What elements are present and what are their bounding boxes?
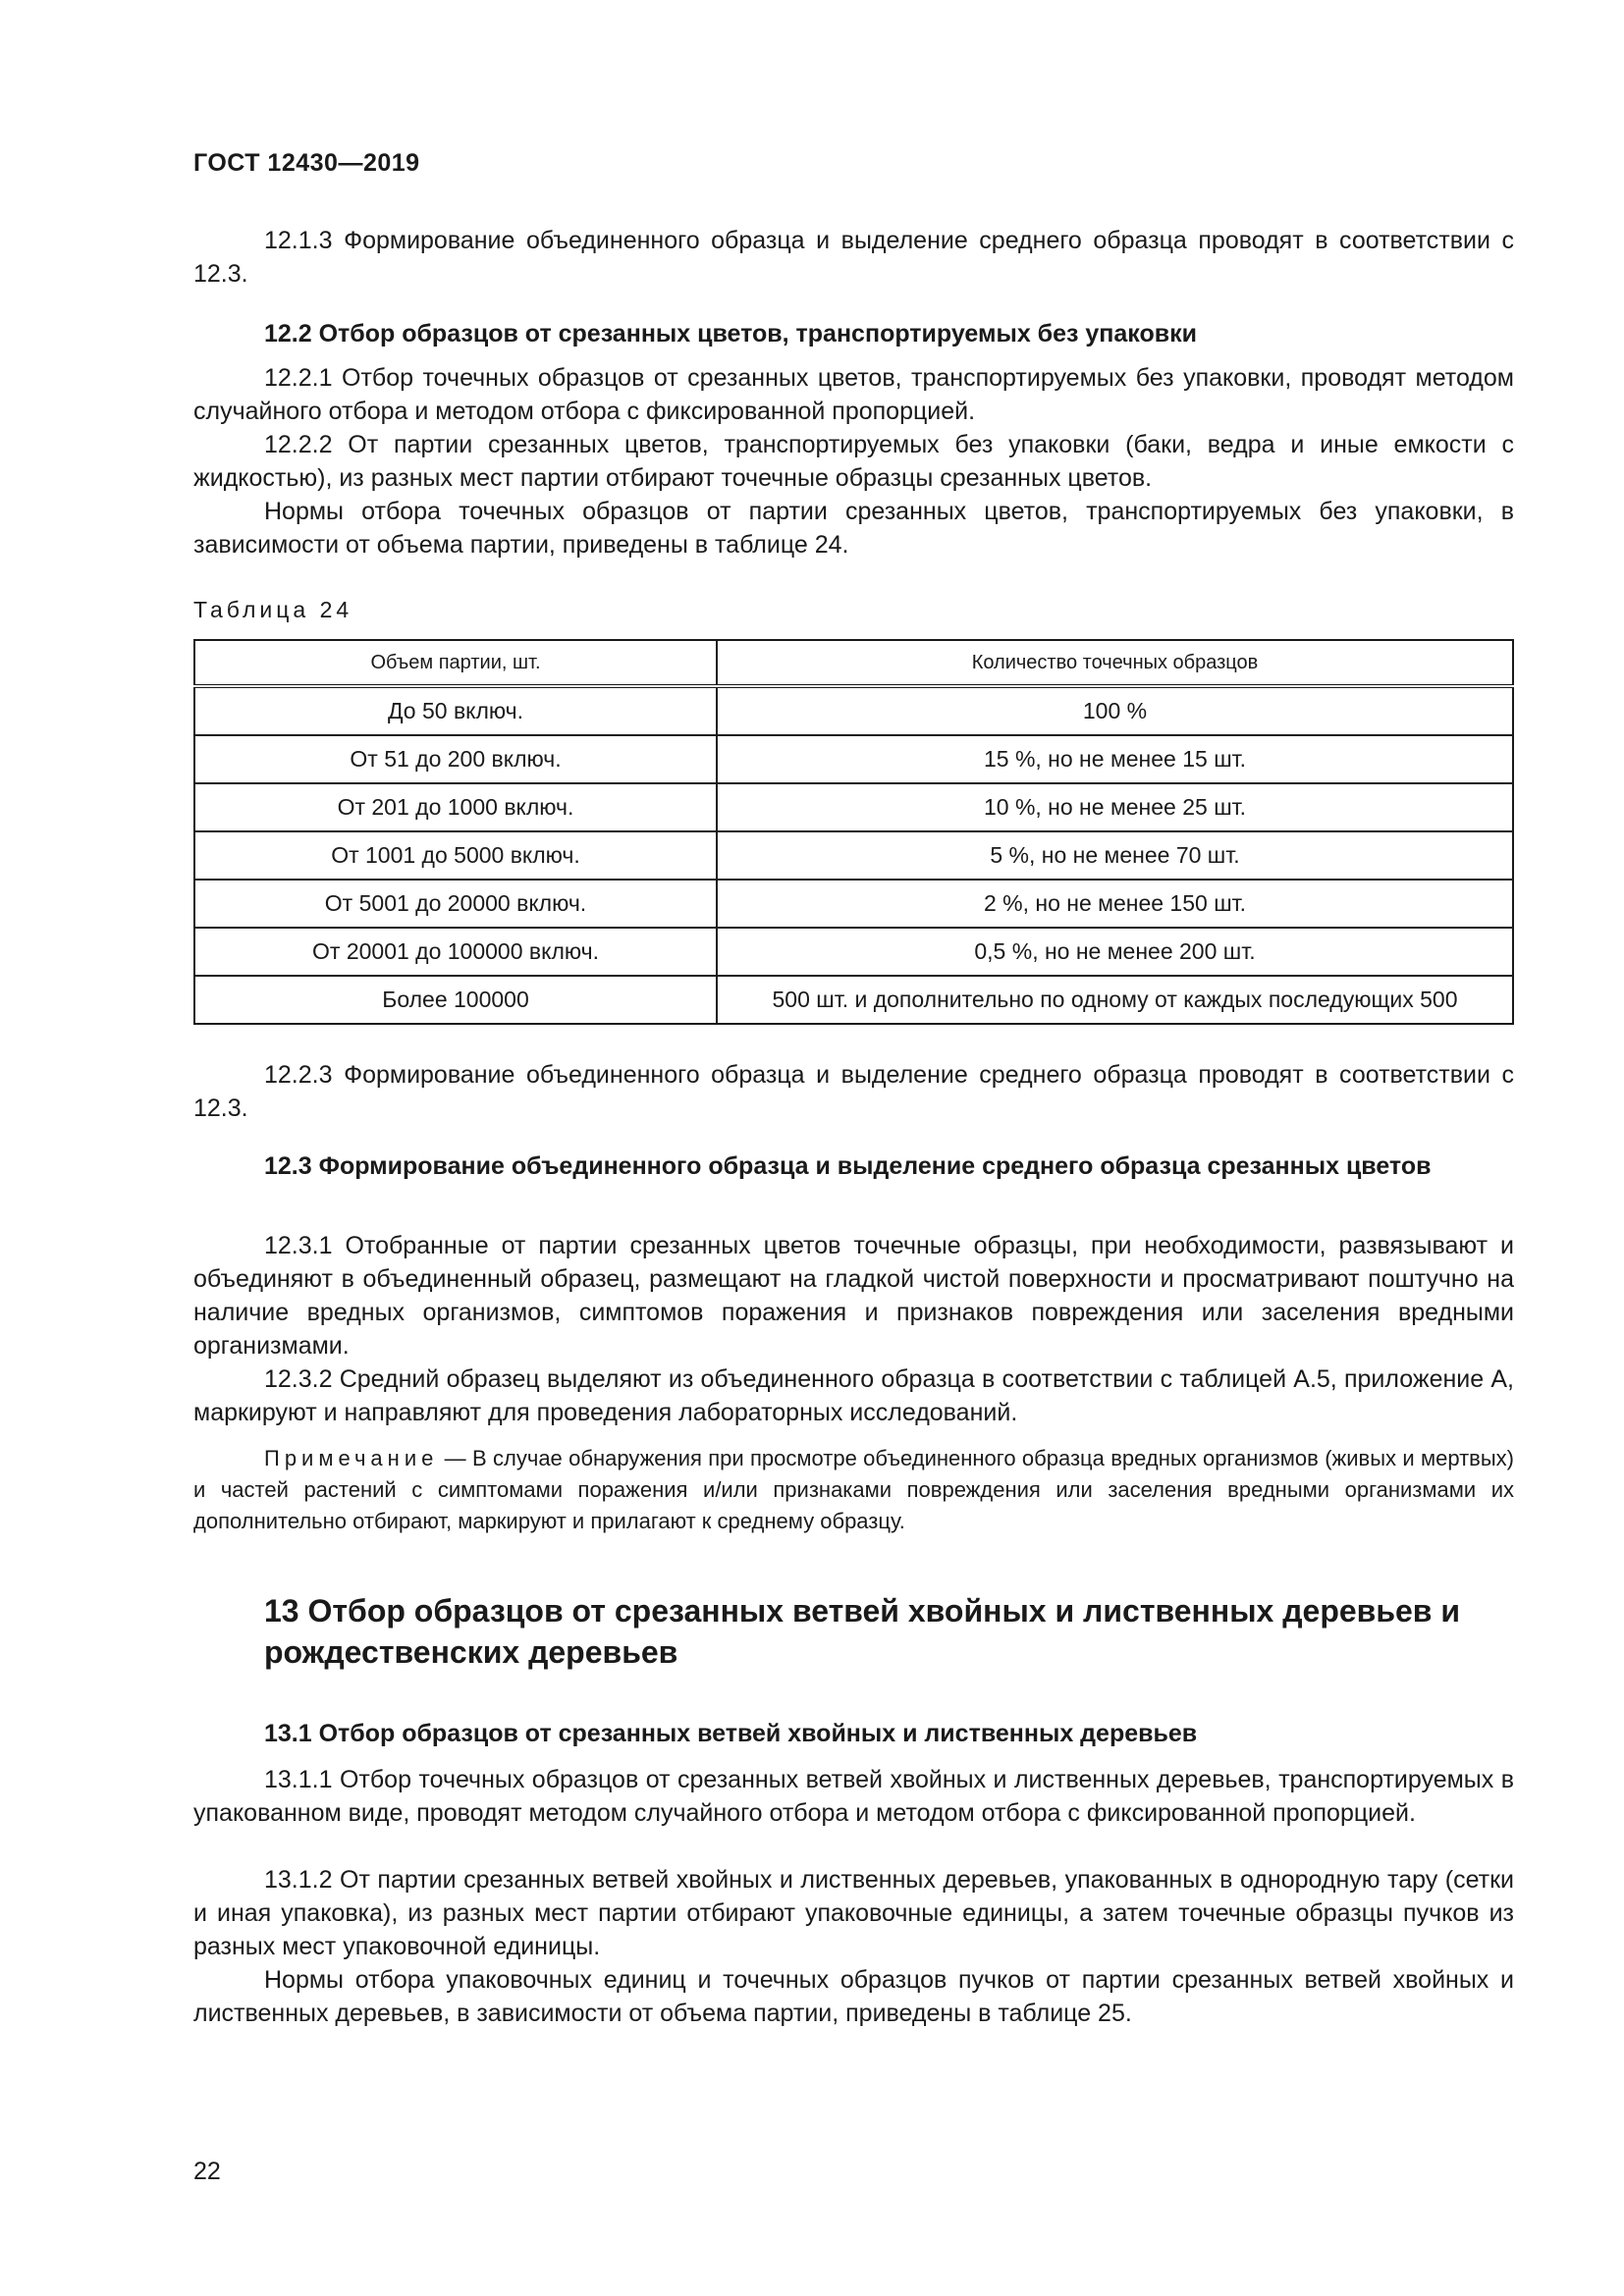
- table-cell: От 51 до 200 включ.: [194, 735, 717, 783]
- table-header-row: [194, 640, 1513, 686]
- standard-header: ГОСТ 12430—2019: [193, 149, 420, 177]
- table-caption: Таблица 24: [193, 597, 353, 622]
- paragraph-12-2-1: 12.2.1 Отбор точечных образцов от срезанных цветов, транспортируемых без упаковки, проводят методом случайного отбора и методом отбора с фиксированной пропорцией.: [193, 364, 1514, 425]
- table-cell: 2 %, но не менее 150 шт.: [717, 880, 1513, 928]
- table-row: [194, 880, 1513, 928]
- paragraph-norms-25: Нормы отбора упаковочных единиц и точечных образцов пучков от партии срезанных ветвей хвойных и лиственных деревьев, в зависимости от объема партии, приведены в таблице 25.: [193, 1966, 1514, 2027]
- table-row: [194, 686, 1513, 735]
- note: [193, 1443, 1514, 1537]
- note-label: Примечание: [264, 1446, 439, 1470]
- paragraph-12-3-1: 12.3.1 Отобранные от партии срезанных цветов точечные образцы, при необходимости, развязывают и объединяют в объединенный образец, размещают на гладкой чистой поверхности и просматривают поштучно на наличие вредных организмов, симптомов поражения и признаков повреждения или заселения вредными организмами.: [193, 1232, 1514, 1360]
- table-row: [194, 783, 1513, 831]
- table-cell: От 1001 до 5000 включ.: [194, 831, 717, 880]
- page-number: 22: [193, 2158, 221, 2185]
- paragraph-12-3-2: 12.3.2 Средний образец выделяют из объединенного образца в соответствии с таблицей А.5, приложение А, маркируют и направляют для проведения лабораторных исследований.: [193, 1365, 1514, 1426]
- table-row: [194, 735, 1513, 783]
- table-cell: 10 %, но не менее 25 шт.: [717, 783, 1513, 831]
- table-cell: 0,5 %, но не менее 200 шт.: [717, 928, 1513, 976]
- paragraph-12-2-3: 12.2.3 Формирование объединенного образца и выделение среднего образца проводят в соответствии с 12.3.: [193, 1061, 1514, 1122]
- table-cell: От 5001 до 20000 включ.: [194, 880, 717, 928]
- table-row: [194, 831, 1513, 880]
- table-24: [193, 639, 1514, 1025]
- table-header-cell: Количество точечных образцов: [717, 640, 1513, 686]
- table-cell: От 20001 до 100000 включ.: [194, 928, 717, 976]
- paragraph-12-1-3: 12.1.3 Формирование объединенного образца и выделение среднего образца проводят в соответствии с 12.3.: [193, 227, 1514, 288]
- table-cell: 500 шт. и дополнительно по одному от каждых последующих 500: [717, 976, 1513, 1024]
- table-cell: От 201 до 1000 включ.: [194, 783, 717, 831]
- paragraph-norms-24: Нормы отбора точечных образцов от партии срезанных цветов, транспортируемых без упаковки, в зависимости от объема партии, приведены в таблице 24.: [193, 498, 1514, 559]
- heading-13-1: 13.1 Отбор образцов от срезанных ветвей хвойных и лиственных деревьев: [264, 1720, 1198, 1747]
- table-row: [194, 928, 1513, 976]
- paragraph-13-1-2: 13.1.2 От партии срезанных ветвей хвойных и лиственных деревьев, упакованных в однородную тару (сетки и иная упаковка), из разных мест партии отбирают упаковочные единицы, а затем точечные образцы пучков из разных мест упаковочной единицы.: [193, 1866, 1514, 1960]
- table-header-cell: Объем партии, шт.: [194, 640, 717, 686]
- paragraph-13-1-1: 13.1.1 Отбор точечных образцов от срезанных ветвей хвойных и лиственных деревьев, транспортируемых в упакованном виде, проводят методом случайного отбора и методом отбора с фиксированной пропорцией.: [193, 1766, 1514, 1827]
- table-row: [194, 976, 1513, 1024]
- heading-12-3: 12.3 Формирование объединенного образца и выделение среднего образца срезанных цветов: [264, 1152, 1432, 1180]
- table-cell: 5 %, но не менее 70 шт.: [717, 831, 1513, 880]
- paragraph-12-2-2: 12.2.2 От партии срезанных цветов, транспортируемых без упаковки (баки, ведра и иные емкости с жидкостью), из разных мест партии отбирают точечные образцы срезанных цветов.: [193, 431, 1514, 492]
- heading-section-13: 13 Отбор образцов от срезанных ветвей хвойных и лиственных деревьев и рождественских деревьев: [264, 1593, 1461, 1670]
- document-page: [193, 0, 1514, 2296]
- heading-12-2: 12.2 Отбор образцов от срезанных цветов, транспортируемых без упаковки: [264, 320, 1197, 347]
- note-text: — В случае обнаружения при просмотре объединенного образца вредных организмов (живых и мертвых) и частей растений с симптомами поражения и/или признаками повреждения или заселения вредными организмами их дополнительно отбирают, маркируют и прилагают к среднему образцу.: [193, 1446, 1514, 1533]
- table-cell: До 50 включ.: [194, 686, 717, 735]
- table-cell: 15 %, но не менее 15 шт.: [717, 735, 1513, 783]
- table-cell: 100 %: [717, 686, 1513, 735]
- table-cell: Более 100000: [194, 976, 717, 1024]
